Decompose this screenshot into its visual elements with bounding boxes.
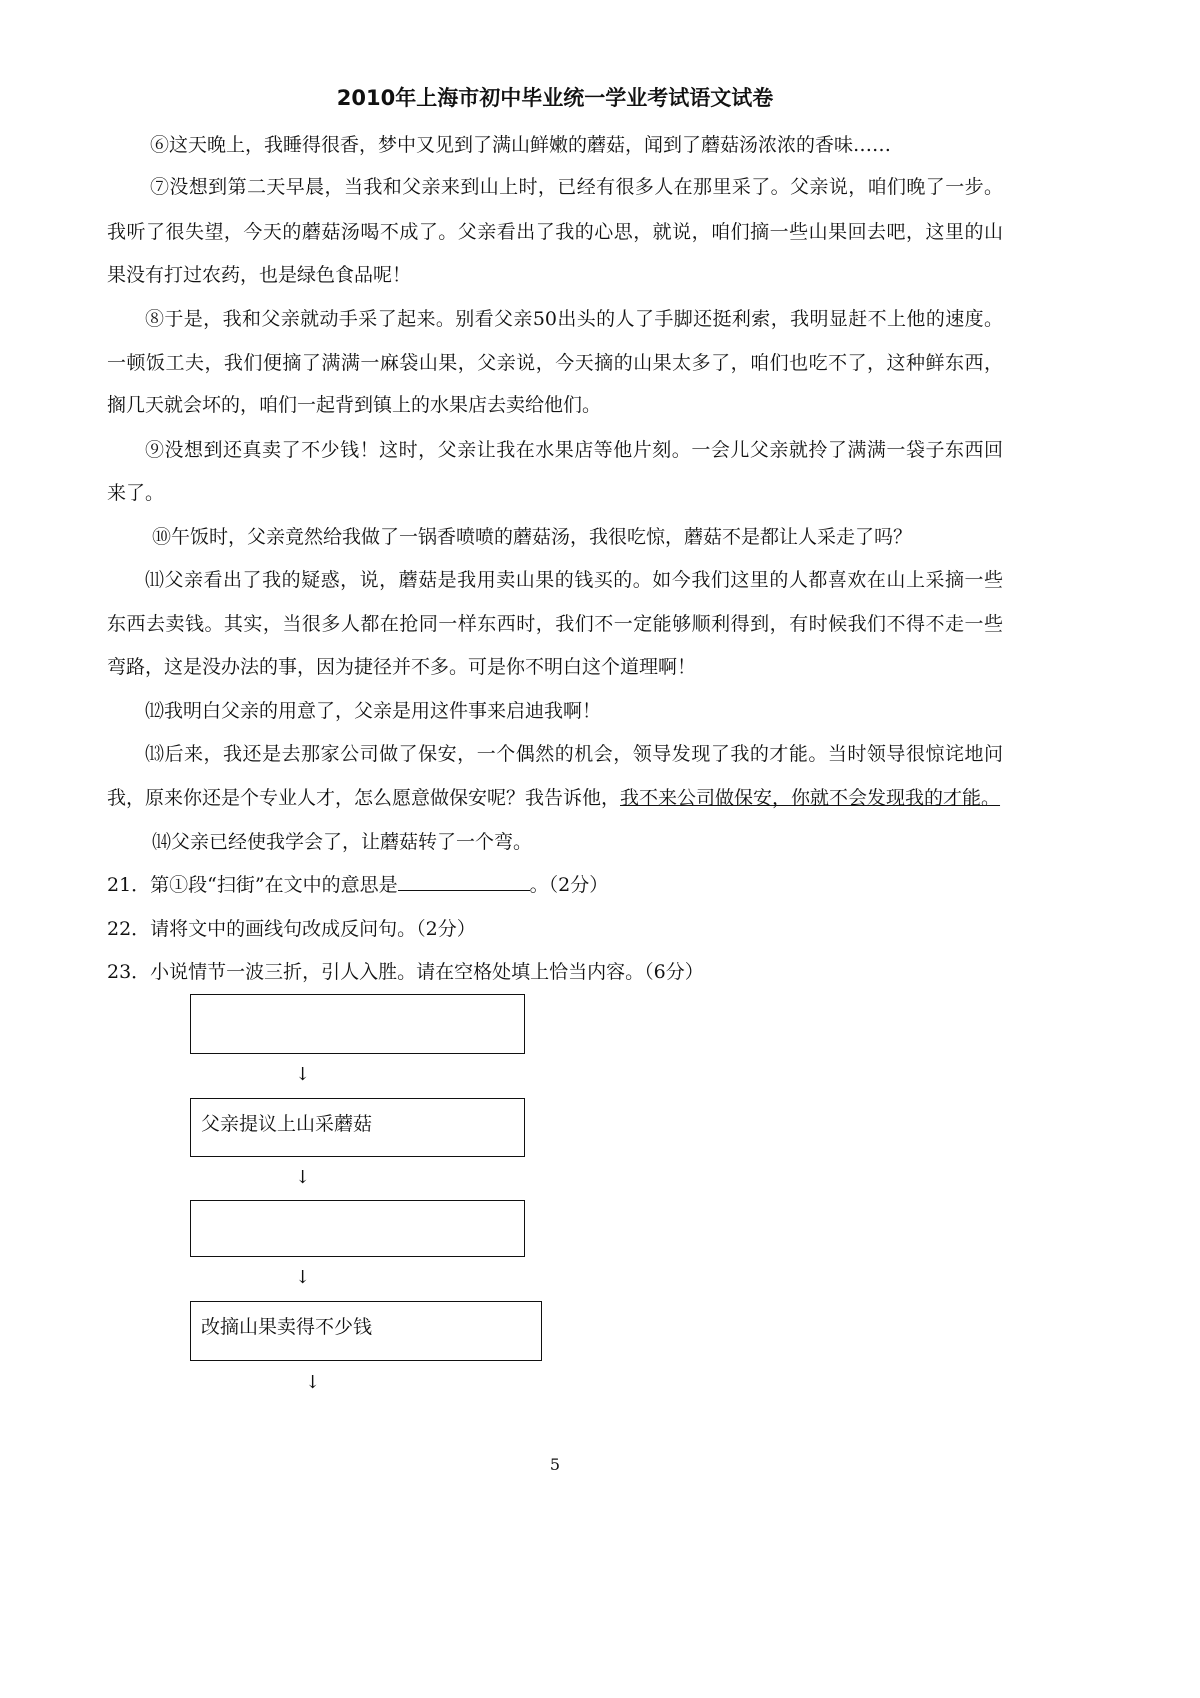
flow-box: 改摘山果卖得不少钱: [190, 1301, 542, 1361]
paragraph-line: 来了。: [107, 482, 165, 504]
paragraph-line: ⑥这天晚上，我睡得很香，梦中又见到了满山鲜嫩的蘑菇，闻到了蘑菇汤浓浓的香味……: [150, 134, 892, 156]
underlined-sentence: 我不来公司做保安，你就不会发现我的才能。: [620, 787, 1001, 809]
down-arrow-icon: ↓: [305, 1372, 321, 1393]
down-arrow-icon: ↓: [295, 1167, 311, 1188]
paragraph-line: 弯路，这是没办法的事，因为捷径并不多。可是你不明白这个道理啊！: [107, 656, 697, 678]
paragraph-line: ⑦没想到第二天早晨，当我和父亲来到山上时，已经有很多人在那里采了。父亲说，咱们晚了一步。: [150, 176, 1003, 198]
question-22: 22．请将文中的画线句改成反问句。（2分）: [107, 918, 476, 940]
paragraph-line: ⑾父亲看出了我的疑惑，说，蘑菇是我用卖山果的钱买的。如今我们这里的人都喜欢在山上采摘一些: [145, 569, 1003, 591]
paragraph-line: 东西去卖钱。其实，当很多人都在抢同一样东西时，我们不一定能够顺利得到，有时候我们不得不走一些: [107, 613, 1003, 635]
page-title: 2010年上海市初中毕业统一学业考试语文试卷: [336, 86, 774, 110]
paragraph-line: 果没有打过农药，也是绿色食品呢！: [107, 264, 412, 286]
question-text: 。（2分）: [529, 874, 609, 896]
paragraph-line: 我听了很失望，今天的蘑菇汤喝不成了。父亲看出了我的心思，就说，咱们摘一些山果回去吧，这里的山: [107, 221, 1003, 243]
paragraph-line: ⑿我明白父亲的用意了，父亲是用这件事来启迪我啊！: [145, 700, 602, 722]
answer-blank[interactable]: [398, 872, 530, 891]
paragraph-line: ⑨没想到还真卖了不少钱！这时，父亲让我在水果店等他片刻。一会儿父亲就拎了满满一袋子东西回: [145, 439, 1003, 461]
flow-box-blank[interactable]: [190, 1200, 525, 1257]
flow-box-blank[interactable]: [190, 994, 525, 1054]
flow-box: 父亲提议上山采蘑菇: [190, 1098, 525, 1157]
page-number: 5: [549, 1455, 561, 1474]
paragraph-line: 一顿饭工夫，我们便摘了满满一麻袋山果，父亲说，今天摘的山果太多了，咱们也吃不了，这种鲜东西，: [107, 352, 1003, 374]
question-23: 23．小说情节一波三折，引人入胜。请在空格处填上恰当内容。（6分）: [107, 961, 704, 983]
down-arrow-icon: ↓: [295, 1064, 311, 1085]
paragraph-line: ⒁父亲已经使我学会了，让蘑菇转了一个弯。: [152, 831, 533, 853]
question-21: [107, 872, 608, 898]
question-text: 21．第①段“扫街”在文中的意思是: [107, 874, 398, 896]
line-text: 我，原来你还是个专业人才，怎么愿意做保安呢？我告诉他，: [107, 787, 621, 809]
paragraph-line: ⑧于是，我和父亲就动手采了起来。别看父亲50出头的人了手脚还挺利索，我明显赶不上他的速度。: [145, 308, 1003, 330]
down-arrow-icon: ↓: [295, 1267, 311, 1288]
paragraph-line: 搁几天就会坏的，咱们一起背到镇上的水果店去卖给他们。: [107, 394, 602, 416]
paragraph-line: ⒀后来，我还是去那家公司做了保安，一个偶然的机会，领导发现了我的才能。当时领导很惊诧地问: [145, 743, 1003, 765]
paragraph-line: ⑩午饭时，父亲竟然给我做了一锅香喷喷的蘑菇汤，我很吃惊，蘑菇不是都让人采走了吗？: [152, 526, 913, 548]
paragraph-line: [107, 785, 1000, 811]
